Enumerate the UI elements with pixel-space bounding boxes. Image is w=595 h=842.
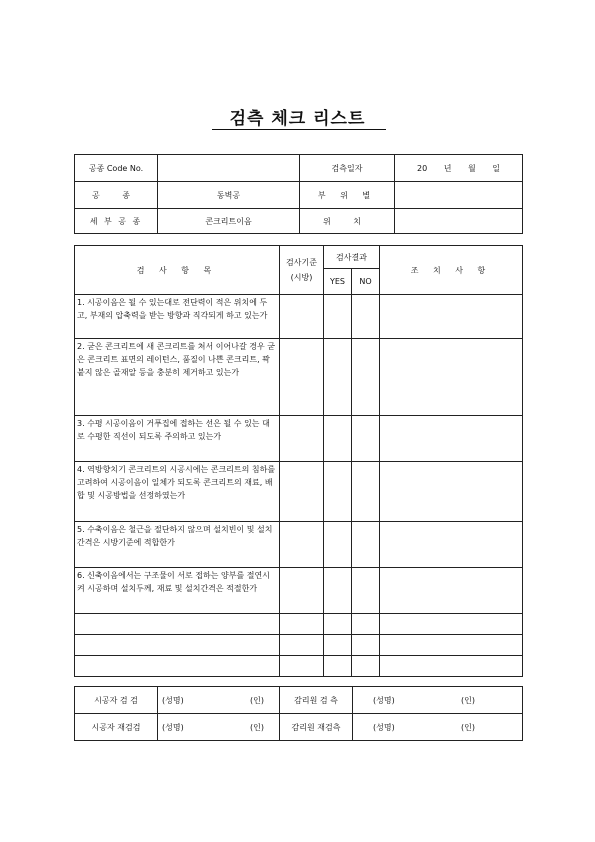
contractor-resignature-field[interactable] (158, 714, 280, 741)
action-cell[interactable] (380, 635, 523, 656)
sub-work-type-value: 콘크리트이음 (158, 209, 300, 234)
no-cell[interactable] (352, 614, 380, 635)
work-type-value: 동벽공 (158, 182, 300, 209)
header-result: 검사결과 (324, 246, 380, 269)
standard-cell[interactable] (280, 656, 324, 677)
yes-cell[interactable] (324, 339, 352, 416)
yes-cell[interactable] (324, 614, 352, 635)
yes-cell[interactable] (324, 568, 352, 614)
location-field[interactable] (395, 209, 523, 234)
action-cell[interactable] (380, 522, 523, 568)
seal-placeholder: (인) (250, 695, 264, 705)
standard-cell[interactable] (280, 568, 324, 614)
supervisor-inspection-label: 감리원 검 측 (280, 687, 353, 714)
no-cell[interactable] (352, 462, 380, 522)
action-cell[interactable] (380, 568, 523, 614)
contractor-inspection-label: 시공자 검 검 (75, 687, 158, 714)
seal-placeholder: (인) (250, 722, 264, 732)
standard-cell[interactable] (280, 462, 324, 522)
inspection-date-field[interactable] (395, 155, 523, 182)
date-month-unit: 월 (468, 163, 476, 173)
yes-cell[interactable] (324, 522, 352, 568)
yes-cell[interactable] (324, 462, 352, 522)
header-no: NO (352, 269, 380, 295)
no-cell[interactable] (352, 416, 380, 462)
seal-placeholder: (인) (461, 695, 475, 705)
checklist-item-2: 2. 굳은 콘크리트에 새 콘크리트를 쳐서 이어나갈 경우 굳은 콘크리트 표면의 레이턴스, 품질이 나쁜 콘크리트, 꽉 붙지 않은 골재알 등을 충분히 제거하고 있는가 (75, 339, 280, 416)
contractor-reinspection-label: 시공자 재검검 (75, 714, 158, 741)
action-cell[interactable] (380, 339, 523, 416)
standard-cell[interactable] (280, 416, 324, 462)
part-field[interactable] (395, 182, 523, 209)
supervisor-reinspection-label: 감리원 재검측 (280, 714, 353, 741)
checklist-item-3: 3. 수평 시공이음이 거푸집에 접하는 선은 될 수 있는 대로 수평한 직선이 되도록 주의하고 있는가 (75, 416, 280, 462)
date-day-unit: 일 (492, 163, 501, 173)
action-cell[interactable] (380, 462, 523, 522)
header-standard (280, 246, 324, 295)
header-standard-sub: (시방) (290, 273, 313, 282)
header-action: 조 치 사 항 (380, 246, 523, 295)
checklist-item-blank[interactable] (75, 614, 280, 635)
checklist-table (74, 245, 523, 677)
info-table (74, 154, 523, 234)
name-placeholder: (성명) (373, 695, 395, 705)
no-cell[interactable] (352, 522, 380, 568)
standard-cell[interactable] (280, 614, 324, 635)
standard-cell[interactable] (280, 339, 324, 416)
location-label: 위 치 (300, 209, 395, 234)
action-cell[interactable] (380, 295, 523, 339)
checklist-item-6: 6. 신축이음에서는 구조물이 서로 접하는 양부를 절연시켜 시공하며 설치두께, 재료 및 설치간격은 적절한가 (75, 568, 280, 614)
standard-cell[interactable] (280, 635, 324, 656)
date-prefix: 20 (416, 163, 428, 173)
code-field[interactable] (158, 155, 300, 182)
no-cell[interactable] (352, 635, 380, 656)
no-cell[interactable] (352, 568, 380, 614)
supervisor-resignature-field[interactable] (353, 714, 523, 741)
supervisor-signature-field[interactable] (353, 687, 523, 714)
yes-cell[interactable] (324, 295, 352, 339)
name-placeholder: (성명) (162, 695, 184, 705)
part-label: 부 위 별 (300, 182, 395, 209)
contractor-signature-field[interactable] (158, 687, 280, 714)
action-cell[interactable] (380, 656, 523, 677)
checklist-item-blank[interactable] (75, 635, 280, 656)
no-cell[interactable] (352, 339, 380, 416)
work-type-label: 공 종 (75, 182, 158, 209)
seal-placeholder: (인) (461, 722, 475, 732)
header-item: 검 사 항 목 (75, 246, 280, 295)
action-cell[interactable] (380, 614, 523, 635)
header-standard-label: 검사기준 (286, 258, 317, 267)
standard-cell[interactable] (280, 295, 324, 339)
name-placeholder: (성명) (162, 722, 184, 732)
signature-table (74, 686, 523, 741)
checklist-item-blank[interactable] (75, 656, 280, 677)
yes-cell[interactable] (324, 656, 352, 677)
standard-cell[interactable] (280, 522, 324, 568)
yes-cell[interactable] (324, 635, 352, 656)
checklist-item-1: 1. 시공이음은 될 수 있는대로 전단력이 적은 위치에 두고, 부재의 압축력을 받는 방향과 직각되게 하고 있는가 (75, 295, 280, 339)
yes-cell[interactable] (324, 416, 352, 462)
name-placeholder: (성명) (373, 722, 395, 732)
sub-work-type-label: 세 부 공 종 (75, 209, 158, 234)
page-title: 검측 체크 리스트 (229, 109, 366, 129)
action-cell[interactable] (380, 416, 523, 462)
no-cell[interactable] (352, 656, 380, 677)
code-label: 공종 Code No. (75, 155, 158, 182)
date-year-unit: 년 (443, 163, 452, 173)
checklist-item-4: 4. 역방향치기 콘크리트의 시공시에는 콘크리트의 침하를 고려하여 시공이음이 일체가 되도록 콘크리트의 재료, 배합 및 시공방법을 선정하였는가 (75, 462, 280, 522)
no-cell[interactable] (352, 295, 380, 339)
header-yes: YES (324, 269, 352, 295)
title-underline (212, 129, 386, 130)
inspection-date-label: 검측일자 (300, 155, 395, 182)
checklist-item-5: 5. 수축이음은 철근을 절단하지 않으며 설치빈이 및 설치간격은 시방기준에 적합한가 (75, 522, 280, 568)
